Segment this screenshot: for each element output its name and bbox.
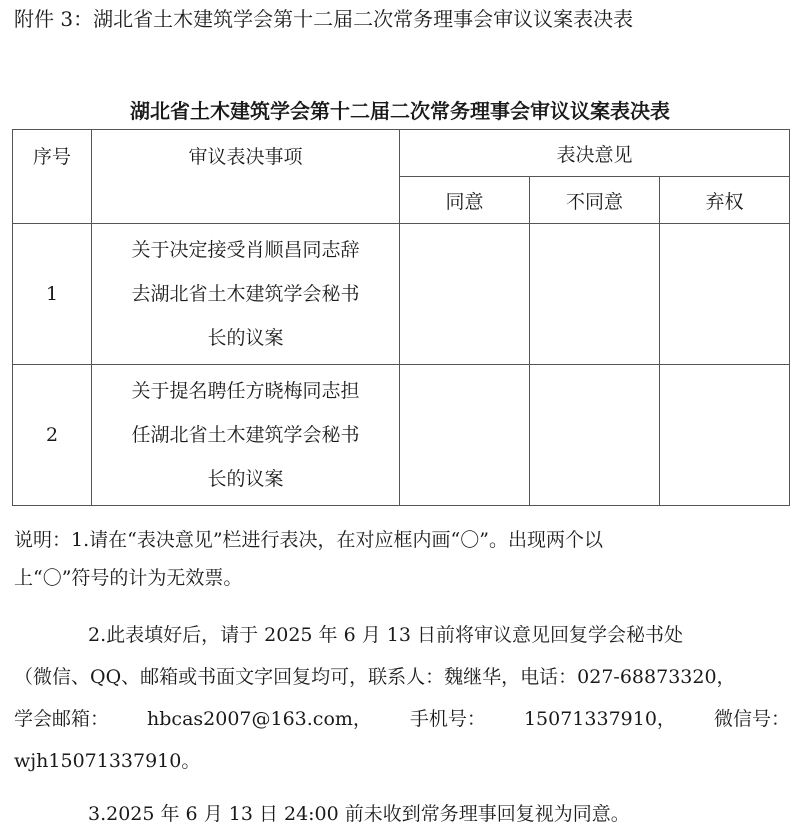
vote-table — [12, 129, 790, 506]
email-label: 学会邮箱： — [14, 708, 110, 730]
row-item-line: 去湖北省土木建筑学会秘书 — [131, 283, 360, 305]
note-1 — [14, 521, 790, 597]
row-item — [92, 224, 400, 365]
note-3-line: 3.2025 年 6 月 13 日 24:00 前未收到常务理事回复视为同意。 — [88, 803, 630, 825]
header-disagree: 不同意 — [530, 177, 660, 224]
vote-cell-agree[interactable] — [400, 224, 530, 365]
vote-cell-disagree[interactable] — [530, 224, 660, 365]
note-1-line: 说明：1.请在“表决意见”栏进行表决，在对应框内画“〇”。出现两个以 — [14, 529, 603, 551]
table-row — [13, 224, 790, 365]
row-item-line: 长的议案 — [207, 468, 284, 490]
row-item — [92, 365, 400, 506]
header-agree: 同意 — [400, 177, 530, 224]
phone-label: 手机号： — [409, 708, 486, 730]
row-item-line: 任湖北省土木建筑学会秘书 — [131, 424, 360, 446]
document-title: 湖北省土木建筑学会第十二届二次常务理事会审议议案表决表 — [130, 99, 670, 123]
row-number: 2 — [13, 365, 92, 506]
table-row — [13, 365, 790, 506]
vote-cell-abstain[interactable] — [660, 365, 790, 506]
header-item: 审议表决事项 — [92, 130, 400, 224]
note-2 — [14, 614, 790, 782]
attachment-label: 附件 3：湖北省土木建筑学会第十二届二次常务理事会审议议案表决表 — [14, 7, 634, 31]
note-2-line: 2.此表填好后，请于 2025 年 6 月 13 日前将审议意见回复学会秘书处 — [88, 624, 683, 646]
phone-value: 15071337910， — [523, 708, 676, 730]
table-header-row — [13, 130, 790, 177]
row-item-line: 关于提名聘任方晓梅同志担 — [131, 380, 360, 402]
row-number: 1 — [13, 224, 92, 365]
wechat-label: 微信号： — [713, 708, 790, 730]
vote-cell-agree[interactable] — [400, 365, 530, 506]
vote-cell-abstain[interactable] — [660, 224, 790, 365]
row-item-line: 长的议案 — [207, 327, 284, 349]
note-2-contact-line — [14, 698, 790, 740]
row-item-line: 关于决定接受肖顺昌同志辞 — [131, 239, 360, 261]
wechat-value: wjh15071337910。 — [14, 750, 201, 772]
header-opinion: 表决意见 — [400, 130, 790, 177]
vote-cell-disagree[interactable] — [530, 365, 660, 506]
email-value: hbcas2007@163.com， — [147, 708, 372, 730]
header-no: 序号 — [13, 130, 92, 224]
note-3 — [14, 794, 790, 834]
note-2-line: （微信、QQ、邮箱或书面文字回复均可，联系人：魏继华，电话：027-68873320， — [14, 666, 736, 688]
note-1-line: 上“〇”符号的计为无效票。 — [14, 567, 243, 589]
header-abstain: 弃权 — [660, 177, 790, 224]
